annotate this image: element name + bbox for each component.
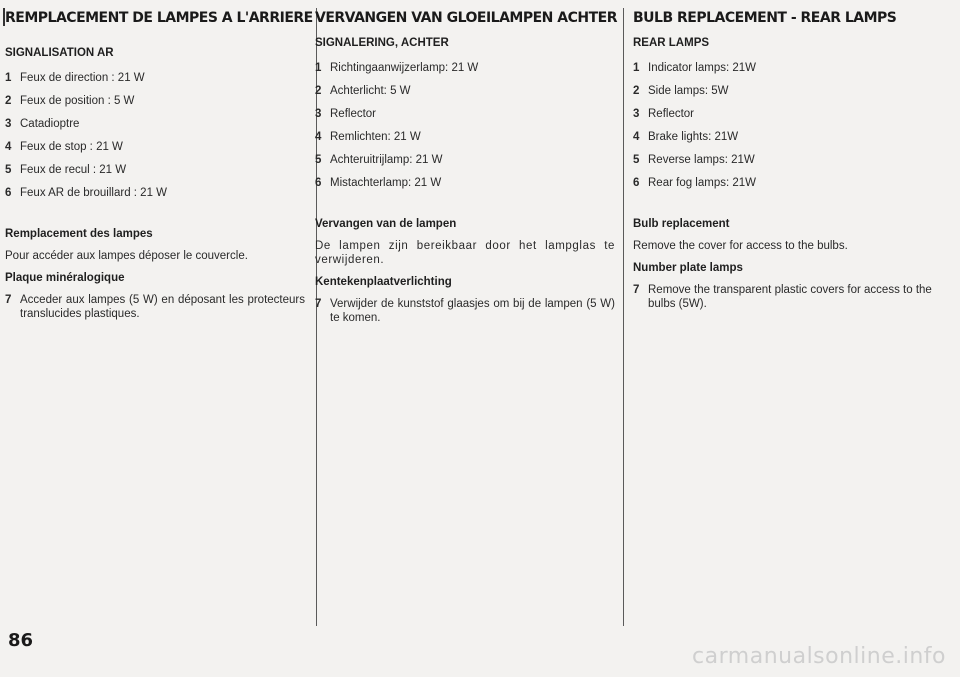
english-title: BULB REPLACEMENT - REAR LAMPS <box>633 10 897 26</box>
dutch-replacement-title: Vervangen van de lampen <box>315 218 457 230</box>
dutch-bulb-list <box>315 61 615 190</box>
list-item: 2 Side lamps: 5W <box>633 85 729 97</box>
french-item-7: 7 Acceder aux lampes (5 W) en déposant les protecteurs translucides plastiques. <box>5 294 305 320</box>
english-item-7: 7 Remove the transparent plastic covers for access to the bulbs (5W). <box>633 284 932 310</box>
list-item: 4 Feux de stop : 21 W <box>5 141 123 153</box>
list-item: 1 Feux de direction : 21 W <box>5 72 145 84</box>
list-item: 3 Reflector <box>315 108 377 120</box>
list-item: 6 Rear fog lamps: 21W <box>633 177 757 189</box>
page-number: 86 <box>8 630 34 651</box>
english-section-title: REAR LAMPS <box>633 37 710 49</box>
list-item: 5 Reverse lamps: 21W <box>633 154 755 166</box>
watermark: carmanualsonline.info <box>692 644 946 669</box>
column-divider-right <box>623 8 624 626</box>
french-replacement-title: Remplacement des lampes <box>5 228 153 240</box>
list-item: 4 Remlichten: 21 W <box>315 131 421 143</box>
list-item: 1 Indicator lamps: 21W <box>633 62 757 74</box>
list-item: 5 Achteruitrijlamp: 21 W <box>315 154 443 166</box>
list-item: 3 Catadioptre <box>5 118 80 130</box>
list-item: 2 Achterlicht: 5 W <box>315 85 411 97</box>
dutch-section-title: SIGNALERING, ACHTER <box>315 37 449 49</box>
list-item: 4 Brake lights: 21W <box>633 131 739 143</box>
dutch-title: VERVANGEN VAN GLOEILAMPEN ACHTER <box>315 10 617 26</box>
french-replacement-text: Pour accéder aux lampes déposer le couvercle. <box>5 250 248 262</box>
english-replacement-title: Bulb replacement <box>633 218 730 230</box>
list-item: 1 Richtingaanwijzerlamp: 21 W <box>315 62 479 74</box>
list-item: 2 Feux de position : 5 W <box>5 95 135 107</box>
english-bulb-list <box>633 61 933 190</box>
french-section-title: SIGNALISATION AR <box>5 47 114 59</box>
list-item: 6 Feux AR de brouillard : 21 W <box>5 187 168 199</box>
list-item: 5 Feux de recul : 21 W <box>5 164 127 176</box>
french-title: REMPLACEMENT DE LAMPES A L'ARRIERE <box>5 10 313 26</box>
column-english <box>633 8 933 311</box>
english-plate-title: Number plate lamps <box>633 262 743 274</box>
french-bulb-list <box>5 71 305 200</box>
list-item: 3 Reflector <box>633 108 695 120</box>
column-french <box>5 8 313 321</box>
column-dutch <box>315 8 615 325</box>
french-plate-title: Plaque minéralogique <box>5 272 125 284</box>
dutch-plate-title: Kentekenplaatverlichting <box>315 276 452 288</box>
dutch-item-7: 7 Verwijder de kunststof glaasjes om bij de lampen (5 W) te komen. <box>315 298 615 324</box>
list-item: 6 Mistachterlamp: 21 W <box>315 177 442 189</box>
dutch-replacement-text: De lampen zijn bereikbaar door het lampglas te verwijderen. <box>315 240 615 266</box>
english-replacement-text: Remove the cover for access to the bulbs. <box>633 240 848 252</box>
